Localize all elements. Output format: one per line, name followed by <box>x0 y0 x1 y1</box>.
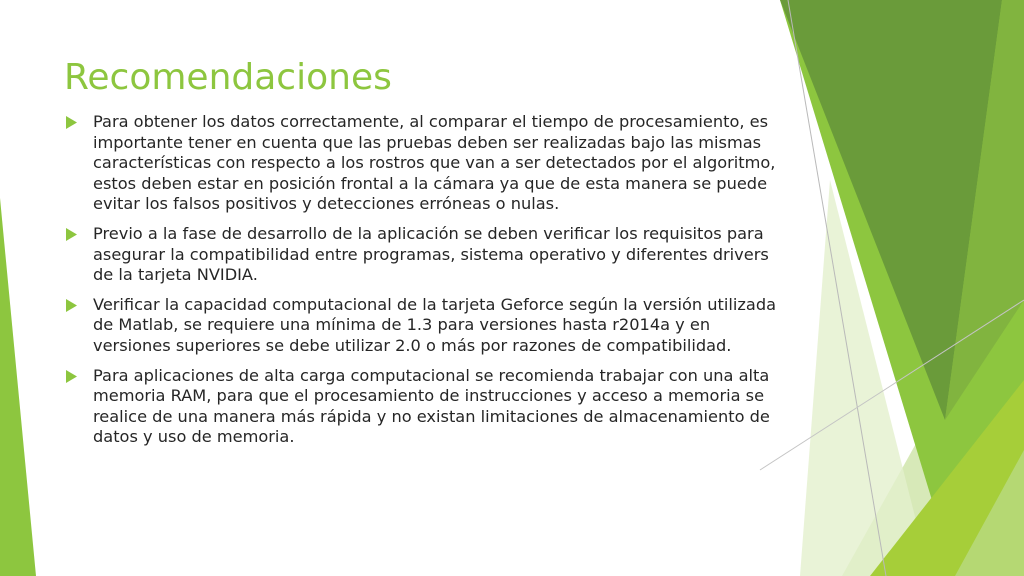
slide-title: Recomendaciones <box>64 57 392 98</box>
bullet-list <box>64 112 784 457</box>
bullet-text: Previo a la fase de desarrollo de la aplicación se deben verificar los requisitos para asegurar la compatibilidad entre programas, sistema operativo y diferentes drivers de la tarjeta NVIDIA. <box>93 223 769 285</box>
bullet-item <box>64 112 784 215</box>
bullet-item <box>64 295 784 357</box>
bullet-item <box>64 366 784 448</box>
bullet-item <box>64 224 784 286</box>
left-green-wedge <box>0 198 36 576</box>
triangle-right-icon <box>66 370 77 383</box>
triangle-right-icon <box>66 116 77 129</box>
triangle-right-icon <box>66 228 77 241</box>
bullet-text: Para aplicaciones de alta carga computacional se recomienda trabajar con una alta memoria RAM, para que el procesamiento de instrucciones y acceso a memoria se realice de una manera más rápida y no existan limitaciones de almacenamiento de datos y uso de memoria. <box>93 365 770 447</box>
bullet-text: Para obtener los datos correctamente, al comparar el tiempo de procesamiento, es importante tener en cuenta que las pruebas deben ser realizadas bajo las mismas características con respecto a los rostros que van a ser detectados por el algoritmo, estos deben estar en posición frontal a la cámara ya que de esta manera se puede evitar los falsos positivos y detecciones erróneas o nulas. <box>93 112 776 214</box>
triangle-right-icon <box>66 299 77 312</box>
bullet-text: Verificar la capacidad computacional de la tarjeta Geforce según la versión utilizada de Matlab, se requiere una mínima de 1.3 para versiones hasta r2014a y en versiones superiores se debe utilizar 2.0 o más por razones de compatibilidad. <box>93 294 777 355</box>
